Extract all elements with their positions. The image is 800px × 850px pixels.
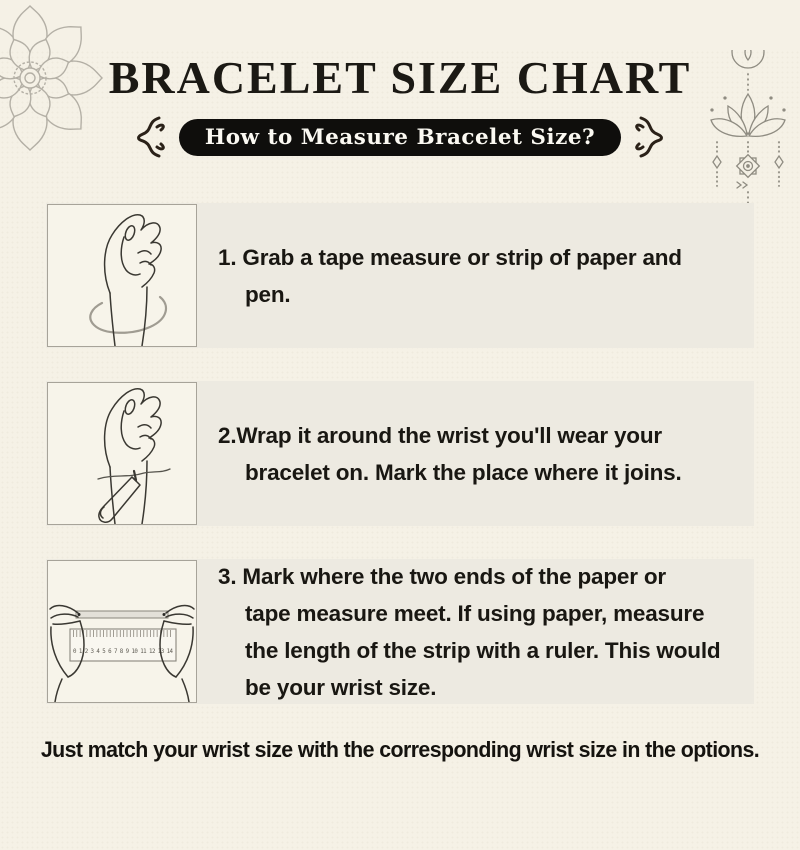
step-3-line-4: be your wrist size. [245,674,437,700]
footer-note: Just match your wrist size with the corresponding wrist size in the options. [40,737,760,762]
step-row-3 [46,559,754,704]
step-3-line-1: 3. Mark where the two ends of the paper or [218,563,666,589]
step-3-line-3: the length of the strip with a ruler. This would [245,637,721,663]
page-title: BRACELET SIZE CHART [108,52,692,103]
ruler-numbers: 0 1 2 3 4 5 6 7 8 9 10 11 12 13 14 [73,649,173,655]
step-3-line-2: tape measure meet. If using paper, measure [245,600,705,626]
step-2-line-1: 2.Wrap it around the wrist you'll wear your [218,422,662,448]
step-row-1 [46,203,754,348]
step-row-2 [46,381,754,526]
ruler-measuring-illustration [47,560,197,703]
how-to-measure-badge: How to Measure Bracelet Size? [179,119,621,156]
step-1-line-2: pen. [245,281,291,307]
flourish-right-icon [633,115,667,159]
step-1-text [198,203,754,348]
step-1-line-1: 1. Grab a tape measure or strip of paper and [218,244,682,270]
fist-with-bracelet-illustration [47,204,197,347]
instruction-steps [46,203,754,704]
step-3-text [198,559,754,704]
step-2-line-2: bracelet on. Mark the place where it joins. [245,459,682,485]
header [0,50,800,157]
step-2-text [198,381,754,526]
flourish-left-icon [133,115,167,159]
badge-row [0,117,800,157]
fist-marking-wrist-illustration [47,382,197,525]
